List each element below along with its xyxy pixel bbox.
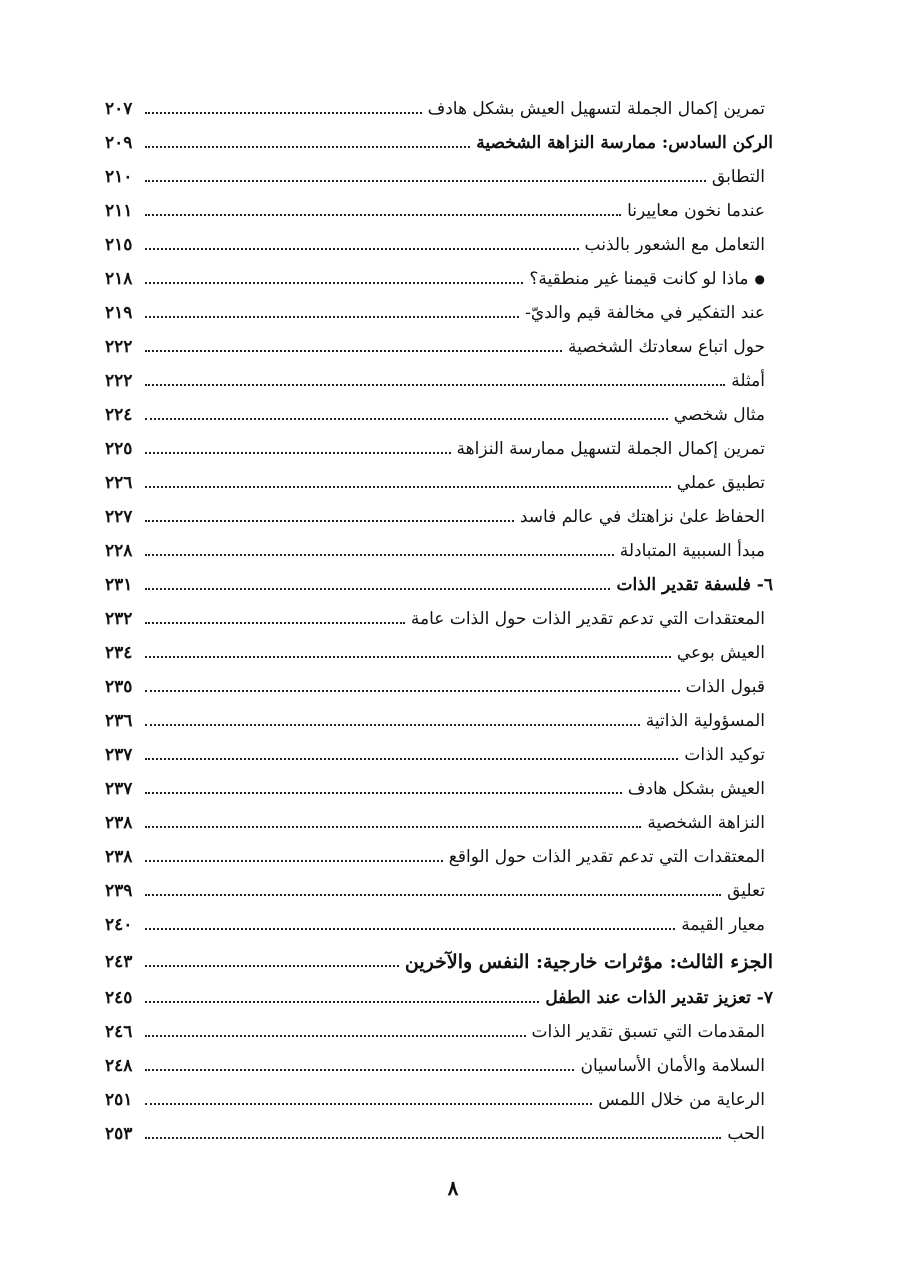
toc-entry-title: عند التفكير في مخالفة قيم والديّ- xyxy=(525,303,765,323)
toc-entry[interactable] xyxy=(105,670,773,704)
toc-entry-title: العيش بوعي xyxy=(676,643,765,663)
toc-entry-title: المعتقدات التي تدعم تقدير الذات حول الواقع xyxy=(448,847,765,867)
toc-entry[interactable] xyxy=(105,772,773,806)
dot-leader xyxy=(145,384,725,386)
dot-leader xyxy=(145,826,641,828)
dot-leader xyxy=(145,1001,539,1003)
toc-entry-title: المقدمات التي تسبق تقدير الذات xyxy=(531,1022,765,1042)
toc-entry[interactable] xyxy=(105,126,773,160)
dot-leader xyxy=(145,588,610,590)
toc-entry[interactable] xyxy=(105,874,773,908)
toc-entry-page: ٢٣٩ xyxy=(105,881,133,901)
toc-entry-page: ٢٣٢ xyxy=(105,609,133,629)
toc-entry-page: ٢٣٨ xyxy=(105,847,133,867)
toc-entry-title: التعامل مع الشعور بالذنب xyxy=(584,235,765,255)
dot-leader xyxy=(145,758,678,760)
toc-entry-title: الحب xyxy=(727,1124,765,1144)
toc-entry-page: ٢٣٥ xyxy=(105,677,133,697)
toc-entry[interactable] xyxy=(105,92,773,126)
toc-entry[interactable] xyxy=(105,228,773,262)
toc-entry-title: تعليق xyxy=(727,881,765,901)
dot-leader xyxy=(145,486,671,488)
dot-leader xyxy=(145,520,514,522)
dot-leader xyxy=(145,724,640,726)
dot-leader xyxy=(145,965,399,967)
toc-entry-title: المسؤولية الذاتية xyxy=(645,711,765,731)
toc-entry-title: ماذا لو كانت قيمنا غير منطقية؟ xyxy=(529,269,749,289)
toc-entry-page: ٢١٩ xyxy=(105,303,133,323)
toc-entry[interactable] xyxy=(105,806,773,840)
toc-entry-title: الجزء الثالث: مؤثرات خارجية: النفس والآخرين xyxy=(404,950,773,973)
dot-leader xyxy=(145,452,451,454)
toc-entry[interactable] xyxy=(105,296,773,330)
dot-leader xyxy=(145,554,614,556)
toc-entry-title: الحفاظ علىٰ نزاهتك في عالم فاسد xyxy=(519,507,765,527)
toc-entry[interactable] xyxy=(105,534,773,568)
toc-entry-page: ٢٤٣ xyxy=(105,951,133,972)
toc-entry-page: ٢٣٧ xyxy=(105,779,133,799)
dot-leader xyxy=(145,1035,526,1037)
toc-entry[interactable] xyxy=(105,602,773,636)
toc-entry-title: الرعاية من خلال اللمس xyxy=(598,1090,765,1110)
toc-entry-page: ٢٥١ xyxy=(105,1090,133,1110)
toc-entry-title: أمثلة xyxy=(731,371,765,391)
toc-entry[interactable] xyxy=(105,398,773,432)
toc-entry-title: النزاهة الشخصية xyxy=(647,813,765,833)
toc-entry-page: ٢٤٨ xyxy=(105,1056,133,1076)
toc-entry-page: ٢٣١ xyxy=(105,575,133,595)
toc-entry-title: عندما نخون معاييرنا xyxy=(627,201,765,221)
dot-leader xyxy=(145,214,621,216)
dot-leader xyxy=(145,690,680,692)
toc-entry-page: ٢٢٧ xyxy=(105,507,133,527)
toc-entry-title: مثال شخصي xyxy=(673,405,765,425)
toc-entry[interactable] xyxy=(105,738,773,772)
dot-leader xyxy=(145,112,422,114)
toc-entry-title: تمرين إكمال الجملة لتسهيل ممارسة النزاهة xyxy=(456,439,765,459)
dot-leader xyxy=(145,418,668,420)
toc-entry[interactable] xyxy=(105,262,773,296)
dot-leader xyxy=(145,180,706,182)
toc-entry-title: التطابق xyxy=(711,167,765,187)
toc-entry-title: العيش بشكل هادف xyxy=(627,779,765,799)
toc-entry[interactable] xyxy=(105,568,773,602)
page-number: ٨ xyxy=(447,1176,459,1200)
toc-entry-page: ٢٤٠ xyxy=(105,915,133,935)
dot-leader xyxy=(145,622,405,624)
toc-entry[interactable] xyxy=(105,160,773,194)
toc-entry[interactable] xyxy=(105,981,773,1015)
dot-leader xyxy=(145,656,671,658)
toc-entry-page: ٢١٠ xyxy=(105,167,133,187)
toc-entry[interactable] xyxy=(105,330,773,364)
toc-entry-page: ٢٣٦ xyxy=(105,711,133,731)
toc-entry-page: ٢٠٧ xyxy=(105,99,133,119)
toc-entry-page: ٢١٨ xyxy=(105,269,133,289)
toc-entry-page: ٢٢٢ xyxy=(105,371,133,391)
toc-entry-page: ٢٢٥ xyxy=(105,439,133,459)
toc-entry[interactable] xyxy=(105,432,773,466)
dot-leader xyxy=(145,1069,574,1071)
toc-entry-title: مبدأ السببية المتبادلة xyxy=(619,541,765,561)
toc-entry-title: تمرين إكمال الجملة لتسهيل العيش بشكل هادف xyxy=(427,99,765,119)
toc-entry-title: الركن السادس: ممارسة النزاهة الشخصية xyxy=(476,133,773,153)
toc-entry[interactable] xyxy=(105,636,773,670)
toc-entry[interactable] xyxy=(105,942,773,981)
toc-entry[interactable] xyxy=(105,1015,773,1049)
toc-entry-title: معيار القيمة xyxy=(681,915,765,935)
toc-entry-title: تطبيق عملي xyxy=(676,473,765,493)
toc-entry-page: ٢١٥ xyxy=(105,235,133,255)
toc-entry-page: ٢٢٨ xyxy=(105,541,133,561)
dot-leader xyxy=(145,350,562,352)
dot-leader xyxy=(145,248,579,250)
toc-entry[interactable] xyxy=(105,704,773,738)
dot-leader xyxy=(145,860,443,862)
dot-leader xyxy=(145,282,523,284)
toc-entry[interactable] xyxy=(105,466,773,500)
toc-entry-title: قبول الذات xyxy=(685,677,765,697)
toc-entry-page: ٢٤٥ xyxy=(105,988,133,1008)
toc-entry-title: المعتقدات التي تدعم تقدير الذات حول الذات عامة xyxy=(410,609,765,629)
toc-entry[interactable] xyxy=(105,1083,773,1117)
toc-entry[interactable] xyxy=(105,1049,773,1083)
toc-entry[interactable] xyxy=(105,500,773,534)
toc-entry-title: حول اتباع سعادتك الشخصية xyxy=(567,337,765,357)
dot-leader xyxy=(145,1137,721,1139)
bullet-icon: ● xyxy=(754,272,765,286)
dot-leader xyxy=(145,928,675,930)
dot-leader xyxy=(145,792,622,794)
toc-entry-title: السلامة والأمان الأساسيان xyxy=(580,1056,765,1076)
toc-entry-page: ٢٢٢ xyxy=(105,337,133,357)
dot-leader xyxy=(145,316,519,318)
toc-entry[interactable] xyxy=(105,1117,773,1151)
toc-entry-page: ٢٣٨ xyxy=(105,813,133,833)
toc-entry-title: ٦- فلسفة تقدير الذات xyxy=(616,575,773,595)
toc-entry-page: ٢٢٤ xyxy=(105,405,133,425)
toc-entry-page: ٢٤٦ xyxy=(105,1022,133,1042)
toc-entry-page: ٢١١ xyxy=(105,201,133,221)
dot-leader xyxy=(145,146,470,148)
toc-entry[interactable] xyxy=(105,908,773,942)
toc-entry[interactable] xyxy=(105,364,773,398)
toc-entry[interactable] xyxy=(105,194,773,228)
toc-entry-page: ٢٠٩ xyxy=(105,133,133,153)
toc-entry-page: ٢٢٦ xyxy=(105,473,133,493)
dot-leader xyxy=(145,894,721,896)
toc-entry-page: ٢٥٣ xyxy=(105,1124,133,1144)
toc-entry-title: توكيد الذات xyxy=(684,745,765,765)
toc-entry-title: ٧- تعزيز تقدير الذات عند الطفل xyxy=(545,988,773,1008)
toc-entry-page: ٢٣٧ xyxy=(105,745,133,765)
toc-entry-page: ٢٣٤ xyxy=(105,643,133,663)
dot-leader xyxy=(145,1103,592,1105)
toc-entry[interactable] xyxy=(105,840,773,874)
table-of-contents xyxy=(105,92,773,1151)
